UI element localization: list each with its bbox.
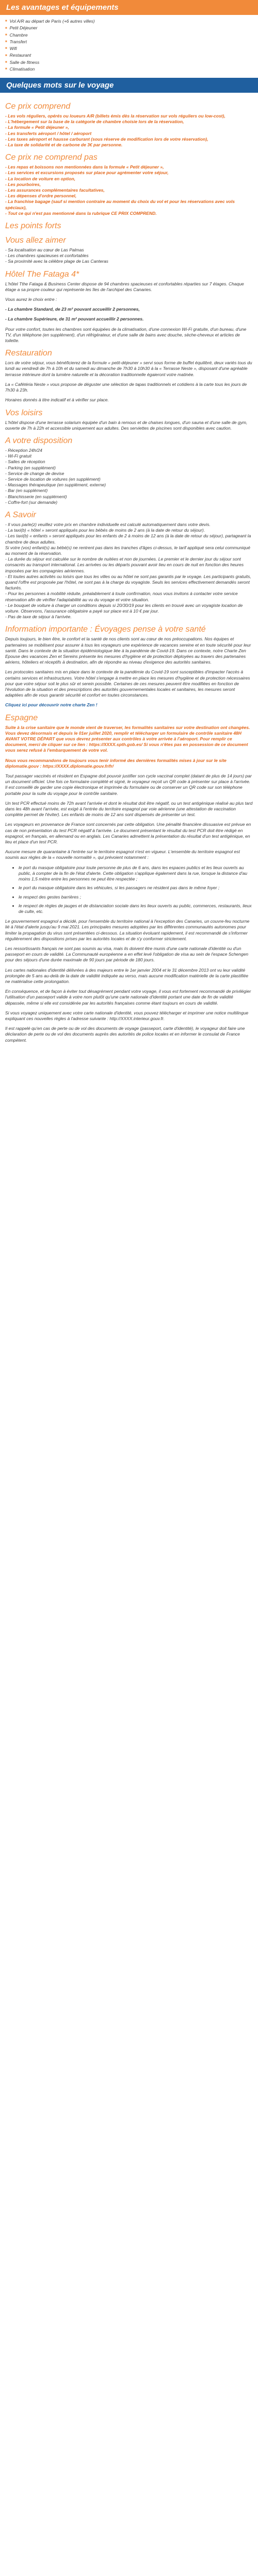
- list-item: - L'hébergement sur la base de la catégorie de chambre choisie lors de la réservation,: [5, 119, 184, 125]
- savoir-list: [5, 522, 253, 620]
- room-superieure: - La chambre Supérieure, de 31 m² pouvant accueillir 2 personnes.: [5, 316, 144, 322]
- section-title: Hôtel The Fataga 4*: [5, 269, 79, 279]
- list-item: - La franchise bagage (sauf si mention contraire au moment du choix du vol et pour les réservations avec vols spéciaux),: [5, 199, 235, 210]
- advantages-list: [0, 18, 258, 73]
- list-item: - Les services et excursions proposés sur place pour agrémenter votre séjour,: [5, 170, 169, 176]
- hotel-description: L'hôtel Tthe Fataga & Business Center dispose de 94 chambres spacieuses et confortables réparties sur 7 étages. Chaque étage a sa propre couleur qui représente les îles de l'archipel des Canaries.: [5, 281, 244, 292]
- list-item: - Les transferts aéroport / hôtel / aéroport: [5, 130, 92, 136]
- list-item: - Les taxes aéroport et hausse carburant (sous réserve de modification lors de votre réservation),: [5, 136, 208, 142]
- espagne-paragraph: Les ressortissants français ne sont pas soumis au visa, mais ils doivent être munis d'une carte nationale d'identité ou d'un passeport en cours de validité. La Communauté européenne a en effet levé l'obligation de visa au sein de l'espace Schengen pour des séjours d'une durée maximale de 90 jours par période de 180 jours.: [5, 945, 249, 963]
- list-item: • le port du masque obligatoire pour toute personne de plus de 6 ans, dans les espaces publics et les lieux ouverts au public, à compter de la fin de l'état d'alerte. Cette obligation s'applique également dans la rue, lorsque la distance d'au moins 1,5 mètre entre les personnes ne peut être respectée ;: [19, 865, 253, 883]
- main-content: [0, 93, 258, 1043]
- list-item: - Pour les personnes à mobilité réduite, préalablement à toute confirmation, nous vous invitons à contacter votre service réservation afin de vérifier l'adaptabilité au vu du voyage et votre situation.: [5, 591, 238, 602]
- list-item: ■ Salle de fitness: [5, 59, 258, 66]
- list-item: - Service de location de voitures (en supplément): [5, 476, 101, 482]
- list-item: • le respect de règles de jauges et de distanciation sociale dans les lieux ouverts au public, commerces, restaurants, lieux de culte, etc.: [19, 903, 253, 914]
- compris-list: [5, 113, 253, 148]
- list-item: - Les pourboires,: [5, 181, 41, 187]
- espagne-paragraph: Si vous voyagez uniquement avec votre carte nationale d'identité, vous pouvez télécharger et imprimer une notice multilingue expliquant ces nouvelles règles à l'adresse suivante : http://XXXX.interieur.gouv.fr.: [5, 1010, 249, 1021]
- espagne-bullets: [5, 865, 253, 914]
- room-standard: - La chambre Standard, de 23 m² pouvant accueillir 2 personnes,: [5, 307, 140, 312]
- list-item: ■ Chambre: [5, 32, 258, 39]
- espagne-paragraph: Il est rappelé qu'en cas de perte ou de vol des documents de voyage (passeport, carte d'identité), le voyageur doit faire une déclaration de perte ou de vol des documents auprès des autorités de police locales et en informer le consulat de France compétent.: [5, 1026, 245, 1043]
- resto-paragraph: Lors de votre séjour, vous bénéficierez de la formule « petit-déjeuner » servi sous forme de buffet équilibré, deux variés tous du lundi au vendredi de 7h à 10h et du samedi au dimanche de 7h30 à 10h30 à la « Terrasse Neste », disposant d'une agréable terrasse intérieure dont la lumière naturelle et la décoration traditionnelle égaieront votre matinée.: [5, 360, 252, 377]
- espagne-paragraph: Aucune mesure de quarantaine à l'entrée sur le territoire espagnol n'est en vigueur. L'ensemble du territoire espagnol est soumis aux règles de la « nouvelle normalité », qui prévoient notamment :: [5, 849, 240, 860]
- section-title: Ce prix comprend: [5, 102, 71, 111]
- espagne-paragraph: Tout passager vaccinés et résident en Espagne doit pouvoir justifier son cycle vaccinal complet (datant de plus de 14 jours) par un document officiel. Une fois ce formulaire complété et signé, le voyageur reçoit un QR code à présenter sur place à l'arrivée. Il est conseillé de garder une copie électronique et imprimée du formulaire ou de conserver un QR code sur son téléphone portable pour la suite du voyage pour le contrôle sanitaire.: [5, 773, 252, 796]
- covid-paragraph: Depuis toujours, le bien être, le confort et la santé de nos clients sont au cœur de nos préoccupations. Nos équipes et partenaires se mobilisent pour assurer à tous les voyageurs une expérience de vacances sereine et en toute sécurité pour leur santé. Dans le contexte de la situation épidémiologique liée à la pandémie de Covid-19. Dans ce contexte, notre Charte Zen Epouse des vacances Zen et Sereins présente les mesures d'hygiène et de protection déployées au travers des partenaires aériens, hôteliers et réceptifs à destination, afin de répondre au niveau d'exigence des autorités sanitaires.: [5, 636, 251, 665]
- rooms-description: Pour votre confort, toutes les chambres sont équipées de la climatisation, d'une connexion Wi-Fi gratuite, d'un bureau, d'une TV, d'un téléphone (en supplément), d'un réfrigérateur, et d'une salle de bains avec douche, sèche-cheveux et articles de toilette.: [5, 326, 247, 344]
- list-item: - Parking (en supplément): [5, 465, 56, 470]
- list-item: - Les vols réguliers, opérés ou loueurs A/R (billets émis dès la réservation sur vols réguliers ou low-cost),: [5, 113, 225, 118]
- list-item: - Les repas et boissons non mentionnées dans la formule « Petit déjeuner »,: [5, 164, 164, 170]
- espagne-paragraph: En conséquence, et de façon à éviter tout désagrément pendant votre voyage, il vous est fortement recommandé de privilégier l'utilisation d'un passeport valide à votre nom plutôt qu'une carte nationale d'identité portant une date de fin de validité dépassée, même si elle est considérée par les autorités françaises comme étant toujours en cours de validité.: [5, 989, 251, 1006]
- dispo-list: [5, 448, 253, 505]
- list-item: - La formule « Petit déjeuner »,: [5, 125, 69, 130]
- espagne-paragraph: Le gouvernement espagnol a décidé, pour l'ensemble du territoire national à l'exception des Canaries, un couvre-feu nocturne lié à l'état d'alerte jusqu'au 9 mai 2021. Les principales mesures adoptées par les différentes communautés autonomes pour limiter la propagation du virus sont présentées ci-dessous. La situation évoluant rapidement, il est recommandé de s'informer régulièrement des dispositions prises par les autorités locales et de s'y conformer strictement.: [5, 919, 250, 941]
- list-item: ■ Petit Déjeuner: [5, 25, 258, 31]
- list-item: - Il vous parle(z) veuillez votre prix en chambre individuelle est calculé automatiquement dans votre devis.: [5, 521, 211, 527]
- list-item: - Massages thérapeutique (en supplément, externe): [5, 482, 106, 488]
- list-item: - La taxi(b) « hôtel » seront appliqués pour les bébés de moins de 2 ans (à la date de retour du séjour).: [5, 528, 205, 533]
- section-title: Vous allez aimer: [5, 236, 66, 245]
- loisirs-paragraph: L'hôtel dispose d'une terrasse solarium équipée d'un bain à remous et de chaises longues, d'un sauna et d'une salle de gym, ouverte de 7h à 22h et accessible uniquement aux adultes. Des serviettes de piscines sont disponibles avec caution.: [5, 419, 248, 431]
- list-item: - Blanchisserie (en supplément): [5, 494, 67, 499]
- list-item: - Salles de réception: [5, 459, 45, 465]
- list-item: Si votre (vos) enfant(s) au bébé(s) ne rentrent pas dans les tranches d'âges ci-dessus, le tarif appliqué sera celui communiqué au moment de la réservation.: [5, 545, 251, 556]
- section-title: Ce prix ne comprend pas: [5, 153, 98, 162]
- section-title: A Savoir: [5, 510, 36, 519]
- list-item: - Sa proximité avec la célèbre plage de Las Canteras: [5, 259, 108, 264]
- list-item: ■ Climatisation: [5, 66, 258, 73]
- info-banner: Quelques mots sur le voyage: [0, 78, 258, 93]
- espagne-paragraph: Les cartes nationales d'identité délivrées à des majeurs entre le 1er janvier 2004 et le 31 décembre 2013 ont vu leur validité prolongée de 5 ans au-delà de la date de validité indiquée au verso, mais aucune modification matérielle de la carte plastifiée ne matérialise cette prolongation.: [5, 967, 249, 984]
- section-title: Restauration: [5, 349, 52, 358]
- espagne-paragraph: Un test PCR effectué moins de 72h avant l'arrivée et dont le résultat doit être négatif, ou un test antigénique réalisé au plus tard dans les 48h avant l'arrivée, est exigé à l'entrée du territoire espagnol par voie aérienne (une attestation de vaccination complète permet de l'éviter). Les enfants de moins de 12 ans sont dispensés de présenter un test.: [5, 800, 253, 818]
- list-item: - Les chambres spacieuses et confortables: [5, 253, 89, 259]
- covid-paragraph: Les protocoles sanitaires mis en place dans le contexte de la pandémie du Covid-19 sont susceptibles d'impacter l'accès à certains services et infrastructures. Votre hôtel s'engage à mettre en place les mesures d'hygiène et de protection nécessaires pour que votre séjour soit le plus sûr et serein possible. Certaines de ces mesures peuvent être modifiées en fonction de l'évolution de la situation et des prescriptions des autorités gouvernementales locales et sanitaires, les mesures seront adaptées afin de vous garantir sécurité et confort en toutes circonstances.: [5, 669, 250, 698]
- list-item: - Service de change de devise: [5, 470, 64, 476]
- list-item: - Sa localisation au cœur de Las Palmas: [5, 247, 84, 253]
- section-title: Information importante : Évoyages pense à votre santé: [5, 625, 206, 634]
- espagne-paragraph: Les voyageurs en provenance de France sont concernés par cette obligation. Une pénalité financière dissuasive est prévue en cas de non présentation du test PCR négatif à l'arrivée. Le document présentant le résultat du test PCR doit être rédigé en espagnol, en français, en allemand ou en anglais. Les Canaries admettent la présentation du résultat d'un test antigénique, en lieu et place d'un test PCR.: [5, 822, 251, 845]
- section-title: Espagne: [5, 713, 38, 722]
- section-title: A votre disposition: [5, 436, 73, 445]
- list-item: ■ Wifi: [5, 45, 258, 52]
- list-item: ■ Restaurant: [5, 52, 258, 59]
- list-item: - Pas de taxe de séjour à l'arrivée.: [5, 614, 72, 620]
- section-title: Vos loisirs: [5, 408, 43, 417]
- list-item: - Coffre-fort (sur demande): [5, 499, 58, 505]
- hotel-choice: Vous aurez le choix entre :: [5, 297, 57, 302]
- list-item: - Le bouquet de voiture à charger un conditions depuis si 20/30/19 pour les clients en trouvé avec un voyagiste location de voiture. Observons, l'assurance obligatoire a payé sur place est à 10 € par jour.: [5, 602, 243, 614]
- list-item: - La location de voiture en option,: [5, 176, 76, 181]
- espagne-paragraph: Nous vous recommandons de toujours vous tenir informé des dernières formalités mises à jour sur le site diplomatie.gouv : https://XXXX.diplomatie.gouv.fr/fr/: [5, 757, 227, 769]
- list-item: • le port du masque obligatoire dans les véhicules, si les passagers ne résident pas dans le même foyer ;: [19, 885, 253, 891]
- espagne-paragraph: Suite à la crise sanitaire que le monde vient de traverser, les formalités sanitaires sur votre destination ont changées. Vous devez désormais et depuis le 01er juillet 2020, remplir et télécharger un formulaire de contrôle sanitaire 48H AVANT VOTRE DÉPART que vous devrez présenter aux contrôles à votre arrivée à l'aéroport. Pour remplir ce document, merci de cliquer sur ce lien : https://XXXX.spth.gob.es/ Si vous n'êtes pas en possession de ce document vous serez refusé à l'embarquement de votre vol.: [5, 724, 250, 753]
- advantages-banner: Les avantages et équipements: [0, 0, 258, 15]
- resto-paragraph: La « Cafétéria Neste » vous propose de déguster une sélection de tapas traditionnels et cotidiens à la carte tous les jours de 7h30 à 23h.: [5, 381, 247, 393]
- list-item: ■ Vol A/R au départ de Paris (+6 autres villes): [5, 18, 258, 25]
- charte-zen-link[interactable]: Cliquez ici pour découvrir notre charte Zen !: [5, 702, 98, 708]
- aller-list: [5, 247, 253, 265]
- section-title: Les points forts: [5, 222, 61, 231]
- list-item: - Bar (en supplément): [5, 488, 48, 494]
- list-item: ■ Transfert: [5, 39, 258, 45]
- list-item: - Wi-Fi gratuit: [5, 453, 31, 459]
- list-item: - La durée du séjour est calculée sur le nombre de nuitées et non de journées. Le premier et le dernier jour du séjour sont consacrés au transport international. Les arrivées ou les départs pouvant avoir lieu en cours de nuit en fonction des heures imposées par les compagnies aériennes.: [5, 556, 244, 573]
- list-item: - Les taxi(b) « enfants » seront appliqués pour les enfants de 2 à moins de 12 ans (à la date de retour du séjour), partageant la chambre de deux adultes.: [5, 533, 251, 545]
- resto-paragraph: Horaires donnés à titre indicatif et à vérifier sur place.: [5, 397, 109, 403]
- list-item: - La taxe de solidarité et de carbone de 3€ par personne.: [5, 142, 123, 148]
- list-item: - Tout ce qui n'est pas mentionné dans la rubrique CE PRIX COMPREND.: [5, 210, 157, 216]
- list-item: • le respect des gestes barrières ;: [19, 894, 253, 900]
- list-item: - Réception 24h/24: [5, 447, 42, 453]
- noncompris-list: [5, 164, 253, 216]
- list-item: - Et toutes autres activités ou loisirs que tous les villes ou au hôtel ne sont pas garantis par le voyage. Les participants gratuits, quand l'offre est proposée par l'hôtel, ne sont pas à la charge du voyagiste. Seuls les services effectivement demandés seront facturés.: [5, 573, 251, 591]
- list-item: - Les dépenses d'ordre personnel,: [5, 193, 77, 199]
- list-item: - Les assurances complémentaires facultatives,: [5, 188, 105, 193]
